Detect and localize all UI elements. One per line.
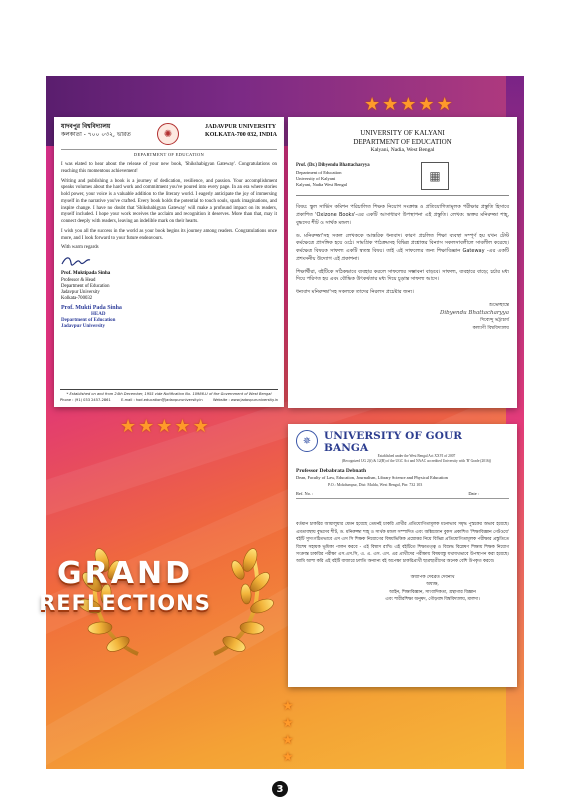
signer-name: Prof. Muktipada Sinha (61, 271, 111, 277)
stamp-line: Department of Education (61, 317, 116, 323)
university-city: KOLKATA-700 032, INDIA (205, 132, 277, 139)
star-rating-top (364, 96, 453, 114)
recognition-line: (Recognized UG 2(f) & 12(B) of the UGC Act and NAAC accredited University with 'B' Grade (2016)) (341, 458, 492, 463)
signer-block (61, 271, 277, 302)
reference-row (296, 491, 509, 499)
stamp-line: Prof. Mukti Pada Sinha (61, 304, 122, 311)
official-stamp (61, 305, 122, 330)
footer-note: * Established on and from 24th December, 1955 vide Notification No. 10986-U of the Government of West Bengal (66, 392, 272, 397)
stamp-line: Jadavpur University (61, 323, 105, 329)
star-icon: ★ (382, 94, 399, 115)
letter-paragraph: ধন্যবাদ মনিরুজ্জা'সহ সকলকে তাদের নিরলস প্রচেষ্টার জন্য। (296, 289, 414, 296)
signer-line: Kolkata-700032 (61, 296, 93, 302)
star-icon: ★ (174, 416, 191, 437)
sign-greeting: শুভেচ্ছান্তে (489, 302, 509, 308)
star-icon: ★ (400, 94, 417, 115)
signer-line: Jadavpur University (61, 290, 100, 296)
letter-body (296, 204, 509, 297)
star-icon: ★ (282, 699, 294, 714)
sender-line: Department of Education (296, 169, 342, 175)
star-column (282, 700, 294, 764)
university-address: Kalyani, Nadia, West Bengal (370, 147, 435, 154)
badge-title (16, 556, 234, 615)
jadavpur-letter (54, 117, 284, 407)
university-name: UNIVERSITY OF KALYANI (360, 129, 445, 137)
sender-name: Professor Debabrata Debnath (296, 467, 367, 474)
establishment-line: Established under the West Bengal Act XXVI of 2007 (377, 454, 456, 458)
letterhead (296, 430, 509, 464)
star-icon: ★ (436, 94, 453, 115)
university-logo-icon: ▦ (421, 162, 449, 190)
letterhead-text (324, 430, 509, 464)
letter-paragraph: ড. মনিরুজ্জা'সহ সকল লেখককে আন্তরিক ধন্যবাদ। কারণ প্রচলিত শিক্ষা ব্যবস্থা সম্পূর্ণ হয় যখন টেস্ট কর্মক্ষেত্রে প্রাসঙ্গিক হয়ে ওঠে। সামগ্রিক পাঠক্রমসহ বিভিন্ন প্রশ্নোত্তর বিন্যাস সকলসাবলীলে সাবলীল করেছে। কর্মক্ষেত্র বিষয়ক সাফল্য একটি স্বতন্ত্র বিষয়। তাই এই সাফল্যের জন্য শিক্ষাবিজ্ঞান Gateway -এর একটি প্রশংসনীয় উদ্যোগ এই প্রকাশনা। (296, 232, 509, 262)
badge-title-line2: REFLECTIONS (39, 590, 211, 615)
ref-label: Ref. No. : (296, 491, 314, 497)
handwritten-signature (61, 255, 277, 270)
sender-block (296, 162, 509, 190)
department-name: DEPARTMENT OF EDUCATION (353, 138, 452, 147)
star-icon: ★ (156, 416, 173, 437)
star-icon: ★ (282, 716, 294, 731)
letterhead (61, 123, 277, 150)
signer-institution: কল্যাণী বিশ্ববিদ্যালয় (472, 325, 509, 331)
department-label: DEPARTMENT OF EDUCATION (133, 152, 205, 157)
footer-contacts (60, 398, 278, 403)
letter-footer (60, 389, 278, 403)
signer-name: দিব্যেন্দু ভট্টাচার্য (480, 318, 509, 324)
bengali-university-name: যাদবপুর বিশ্ববিদ্যালয় (61, 123, 111, 130)
star-rating-left (120, 418, 209, 436)
footer-website: Website : www.jadavpuruniversity.in (213, 398, 278, 403)
bengali-city: কলকাতা - ৭০০ ০৩২, ভারত (61, 131, 131, 139)
signer-name: অধ্যাপক দেবব্রত দেবনাথ (410, 574, 455, 580)
star-icon: ★ (192, 416, 209, 437)
stamp-line: HEAD (91, 311, 106, 317)
signer-line: এবং শারীরশিক্ষা অনুষদ, গৌড়বঙ্গ বিশ্ববিদ্যালয়, মালদা। (385, 597, 480, 603)
letter-body: বর্তমান চাকরির আয়ালুয়ার যেমন হয়েছে তেমনই চাকরি প্রার্থীর প্রতিযোগিতামূলক মনোভাব সমৃদ্ধ পুস্তকের অভাব হয়েছে। এমতাবস্থায় বুদ্ধদেব শীট, ড. মনিরুজ্জা শাহ্‌ ও সার্থক মন্ডল সম্পাদিত এবং অক্সিজোন বুকস প্রকাশিত 'শিক্ষাবিজ্ঞান গেটওয়ে' বইটি সুসংগঠিতভাবে এস এস সি শিক্ষক নিয়োগের বিষয়ভিত্তিক প্রশ্নোত্তর নিয়ে বিভিন্ন প্রতিযোগিতামূলক পরীক্ষার প্রস্তুতিতে বিশেষ সহায়ক ভূমিকা পালন করবে - এই বিশ্বাস রাখি। এই বইটিতে শিক্ষাতত্ত্ব ও বিশুদ্ধ বিশ্লেষণ শিক্ষায় শিক্ষক নিয়োগ সংক্রান্ত চাকরির পরীক্ষা এস.এস.সি, এ. এ. এস. এস. এর প্রার্থীদের পরীক্ষায় বিষয়বস্তু যথাযথভাবে উপস্থাপন করা হয়েছে। আমি আশা করি এই বইটি বাজারে চলতি অন্যান্য বই অপেক্ষা চাকরিপ্রার্থী ছাত্রছাত্রীদের অনেক বেশি উপকৃত করবে। (296, 522, 509, 565)
star-icon: ★ (138, 416, 155, 437)
letter-paragraph: I wish you all the success in the world as your book begins its journey among readers. Congratulations once more, and I look forward to your future endeavours. (61, 228, 277, 241)
sender-line: Dean, Faculty of Law, Education, Journalism, Library Science and Physical Education (296, 475, 448, 481)
letter-paragraph: I was elated to hear about the release of your new book, 'Shikshabigyan Gateway'. Congratulations on reaching this momentous achievement! (61, 162, 277, 174)
university-name: UNIVERSITY OF GOUR BANGA (324, 430, 463, 454)
date-label: Date : (468, 491, 479, 497)
footer-phone: Phone : (91) 033 2457-2861 (60, 398, 111, 403)
sender-name: Prof. (Dr.) Dibyendu Bhattacharyya (296, 163, 370, 169)
signer-block (296, 302, 509, 332)
page-number: 3 (272, 781, 288, 797)
sender-line: Kalyani, Nadia West Bengal (296, 181, 348, 187)
letter-paragraph: Writing and publishing a book is a journey of dedication, resilience, and passion. Your accomplishment speaks volumes about the hard work and commitment you've poured into every page. In an era where stories hold power, your voice is a valuable addition to the literary world. I eagerly anticipate the joy of immersing myself in the narrative you've crafted. Every book holds the potential to touch souls, spark imaginations, and inspire change. I have no doubt that 'Shikshabigyan Gateway' will make a profound impact on its readers, myself included. I hope your work receives the acclaim and recognition it deserves. More than that, may it connect deeply with readers, leaving an indelible mark on their hearts. (61, 178, 277, 225)
kalyani-letter (288, 117, 517, 408)
letter-body (61, 162, 277, 252)
gourbanga-letter (288, 424, 517, 687)
star-icon: ★ (418, 94, 435, 115)
letter-paragraph: বিষয়: স্কুল সার্ভিস কমিশন পরিচালিত শিক্ষক নিয়োগ সংক্রান্ত ও প্রতিযোগিতামূলক পরীক্ষার প্রস্তুতি হিসাবে প্রকাশিত 'Oxizone Books'-এর একটি আসাধারণ উপস্থাপনা এই প্রস্তুতি। লেখক: ভক্তর মনিরুজ্জা শাহ্‌, বুদ্ধদেব শীট ও সার্থক মন্ডল। (296, 204, 509, 226)
star-icon: ★ (282, 733, 294, 748)
letter-closing: With warm regards (61, 245, 99, 251)
letterhead (296, 129, 509, 154)
sender-line: University of Kalyani (296, 175, 336, 181)
bengali-header (61, 123, 131, 139)
signature-mark (61, 255, 91, 267)
university-name: JADAVPUR UNIVERSITY (205, 124, 277, 130)
divider (296, 195, 509, 196)
university-seal-icon: ✺ (157, 123, 179, 145)
signer-line: Department of Education (61, 283, 110, 289)
star-icon: ★ (120, 416, 137, 437)
university-address: P.O.: Mokdumpur, Dist: Malda, West Bengal, Pin: 732 103 (328, 482, 423, 488)
signer-line: অধ্যক্ষ, (426, 582, 439, 588)
signer-block (356, 574, 509, 604)
letter-paragraph: শিক্ষার্থীরা, বইটিকে সঠিকভাবে ব্যবহার করলে সাফল্যের সম্ভাবনা বাড়বে। সাফল্য, ব্যবহারে বাড়ে; চর্চার মধ্য দিয়ে পরিণত হয় এবং বৌদ্ধিক উৎকর্ষতার মধ্য দিয়ে চূড়ান্ত সাফল্য আসে। (296, 268, 509, 283)
university-logo-icon: ✵ (296, 430, 318, 452)
sender-block (296, 468, 509, 481)
english-header (205, 123, 277, 139)
star-icon: ★ (282, 750, 294, 765)
handwritten-signature: Dibyendu Bhattacharyya (440, 309, 509, 316)
signer-line: Professor & Head (61, 277, 96, 283)
badge-title-line1: GRAND (57, 556, 193, 591)
star-icon: ★ (364, 94, 381, 115)
sender-details (296, 162, 370, 188)
signer-line: আইন, শিক্ষাবিজ্ঞান, সাংবাদিকতা, গ্রন্থাগার বিজ্ঞান (389, 589, 476, 595)
footer-email: E-mail : hod.education@jadavpuruniversity.in (121, 398, 203, 403)
